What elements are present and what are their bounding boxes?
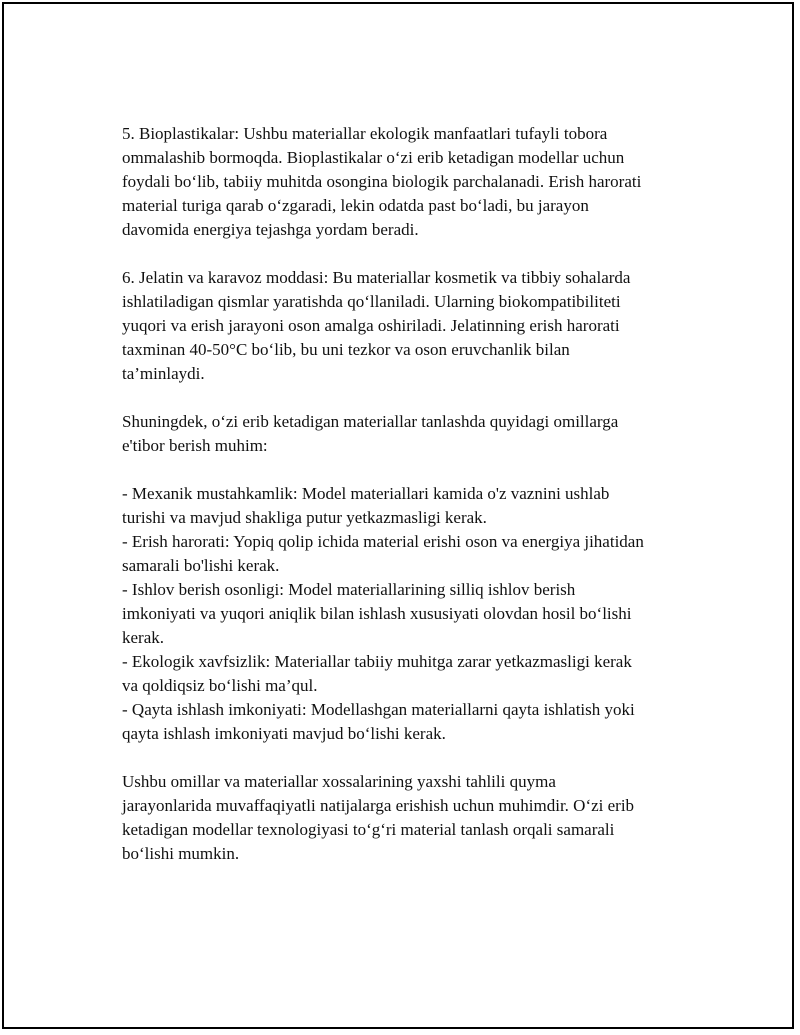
text-line: va qoldiqsiz bo‘lishi ma’qul. xyxy=(122,676,318,695)
page-frame xyxy=(2,2,794,1029)
paragraph-conclusion xyxy=(122,770,702,866)
text-line: ishlatiladigan qismlar yaratishda qo‘llaniladi. Ularning biokompatibiliteti xyxy=(122,292,621,311)
text-line: taxminan 40-50°C bo‘lib, bu uni tezkor va oson eruvchanlik bilan xyxy=(122,340,570,359)
text-line: foydali bo‘lib, tabiiy muhitda osongina biologik parchalanadi. Erish harorati xyxy=(122,172,642,191)
text-line: - Erish harorati: Yopiq qolip ichida material erishi oson va energiya jihatidan xyxy=(122,532,644,551)
text-line: turishi va mavjud shakliga putur yetkazmasligi kerak. xyxy=(122,508,487,527)
factors-list xyxy=(122,482,702,746)
text-line: qayta ishlash imkoniyati mavjud bo‘lishi kerak. xyxy=(122,724,446,743)
text-line: ta’minlaydi. xyxy=(122,364,205,383)
text-line: ommalashib bormoqda. Bioplastikalar o‘zi erib ketadigan modellar uchun xyxy=(122,148,625,167)
paragraph-intro-factors xyxy=(122,410,702,458)
document-body xyxy=(122,122,702,890)
text-line: material turiga qarab o‘zgaradi, lekin odatda past bo‘ladi, bu jarayon xyxy=(122,196,589,215)
text-line: 6. Jelatin va karavoz moddasi: Bu materiallar kosmetik va tibbiy sohalarda xyxy=(122,268,631,287)
paragraph-gelatin xyxy=(122,266,702,386)
text-line: Ushbu omillar va materiallar xossalarining yaxshi tahlili quyma xyxy=(122,772,556,791)
text-line: davomida energiya tejashga yordam beradi. xyxy=(122,220,419,239)
text-line: ketadigan modellar texnologiyasi to‘g‘ri material tanlash orqali samarali xyxy=(122,820,615,839)
text-line: 5. Bioplastikalar: Ushbu materiallar ekologik manfaatlari tufayli tobora xyxy=(122,124,608,143)
text-line: jarayonlarida muvaffaqiyatli natijalarga erishish uchun muhimdir. O‘zi erib xyxy=(122,796,635,815)
text-line: Shuningdek, o‘zi erib ketadigan materiallar tanlashda quyidagi omillarga xyxy=(122,412,619,431)
text-line: kerak. xyxy=(122,628,165,647)
list-item-mechanical-strength xyxy=(122,482,702,530)
text-line: imkoniyati va yuqori aniqlik bilan ishlash xususiyati olovdan hosil bo‘lishi xyxy=(122,604,632,623)
text-line: yuqori va erish jarayoni oson amalga oshiriladi. Jelatinning erish harorati xyxy=(122,316,620,335)
text-line: - Ekologik xavfsizlik: Materiallar tabiiy muhitga zarar yetkazmasligi kerak xyxy=(122,652,632,671)
text-line: - Mexanik mustahkamlik: Model materiallari kamida o'z vaznini ushlab xyxy=(122,484,610,503)
text-line: bo‘lishi mumkin. xyxy=(122,844,240,863)
list-item-recycling xyxy=(122,698,702,746)
text-line: - Qayta ishlash imkoniyati: Modellashgan materiallarni qayta ishlatish yoki xyxy=(122,700,635,719)
text-line: samarali bo'lishi kerak. xyxy=(122,556,280,575)
text-line: e'tibor berish muhim: xyxy=(122,436,268,455)
list-item-melting-temperature xyxy=(122,530,702,578)
text-line: - Ishlov berish osonligi: Model materiallarining silliq ishlov berish xyxy=(122,580,576,599)
list-item-ease-of-processing xyxy=(122,578,702,650)
paragraph-bioplastics xyxy=(122,122,702,242)
list-item-ecological-safety xyxy=(122,650,702,698)
